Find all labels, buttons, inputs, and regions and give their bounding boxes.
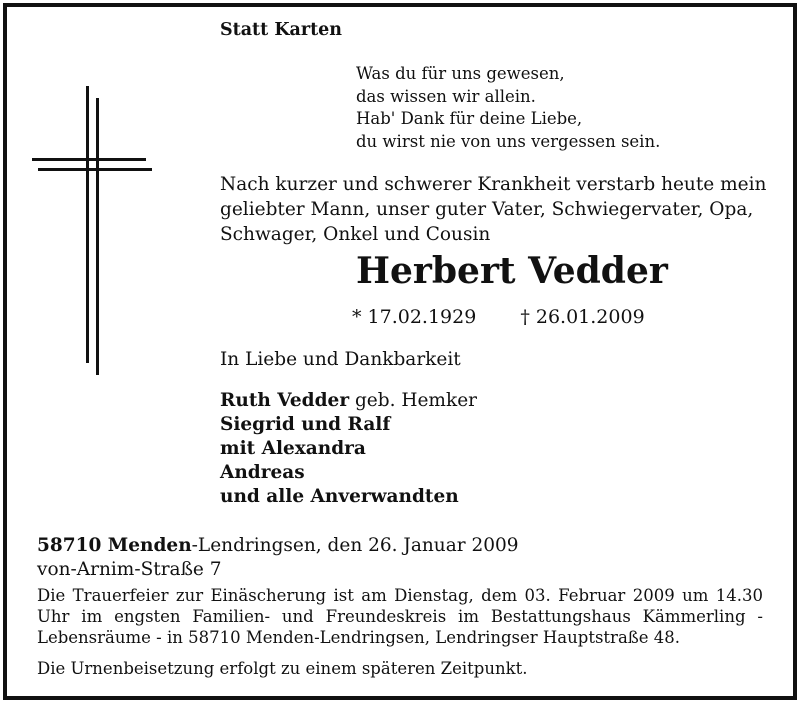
birth-date: * 17.02.1929 xyxy=(352,306,477,328)
poem-line: du wirst nie von uns vergessen sein. xyxy=(356,131,661,151)
death-announcement xyxy=(220,172,766,247)
statt-karten-heading: Statt Karten xyxy=(220,20,343,40)
mourners-intro: In Liebe und Dankbarkeit xyxy=(220,349,461,370)
ceremony-info: Die Trauerfeier zur Einäscherung ist am Dienstag, dem 03. Februar 2009 um 14.30 Uhr im engsten Familien- und Freundeskreis im Bestattungshaus Kämmerling - Lebensräume - in 58710 Menden-Lendringsen, Lendringser Hauptstraße 48. xyxy=(37,586,763,647)
cross-vertical-bar-2 xyxy=(96,98,99,375)
city-rest: -Lendringsen, den 26. Januar 2009 xyxy=(191,535,519,556)
mourner-line: Siegrid und Ralf xyxy=(220,414,391,435)
mourner-line xyxy=(220,389,477,413)
cross-horizontal-bar-1 xyxy=(32,158,146,161)
poem-line: Was du für uns gewesen, xyxy=(356,64,565,83)
mourner-line: mit Alexandra xyxy=(220,438,366,459)
life-dates xyxy=(352,306,645,328)
place-date-line xyxy=(37,534,519,558)
mourner-name: Ruth Vedder xyxy=(220,390,350,411)
mourner-line: Andreas xyxy=(220,462,305,483)
poem-line: Hab' Dank für deine Liebe, xyxy=(356,109,583,128)
mourners-list xyxy=(220,389,477,509)
maiden-name: geb. Hemker xyxy=(349,390,477,411)
mourner-line: und alle Anverwandten xyxy=(220,486,459,507)
announcement-line: Nach kurzer und schwerer Krankheit verstarb heute mein xyxy=(220,174,767,195)
deceased-name: Herbert Vedder xyxy=(356,250,668,292)
urn-burial-info: Die Urnenbeisetzung erfolgt zu einem späteren Zeitpunkt. xyxy=(37,659,528,678)
street-address: von-Arnim-Straße 7 xyxy=(37,559,222,580)
poem-line: das wissen wir allein. xyxy=(356,86,536,106)
death-date: † 26.01.2009 xyxy=(520,306,645,328)
announcement-line: Schwager, Onkel und Cousin xyxy=(220,224,491,245)
announcement-line: geliebter Mann, unser guter Vater, Schwiegervater, Opa, xyxy=(220,199,754,220)
cross-vertical-bar-1 xyxy=(86,86,89,363)
address-block xyxy=(37,534,519,582)
city-bold: 58710 Menden xyxy=(37,535,192,556)
poem xyxy=(356,63,660,153)
cross-horizontal-bar-2 xyxy=(38,168,152,171)
